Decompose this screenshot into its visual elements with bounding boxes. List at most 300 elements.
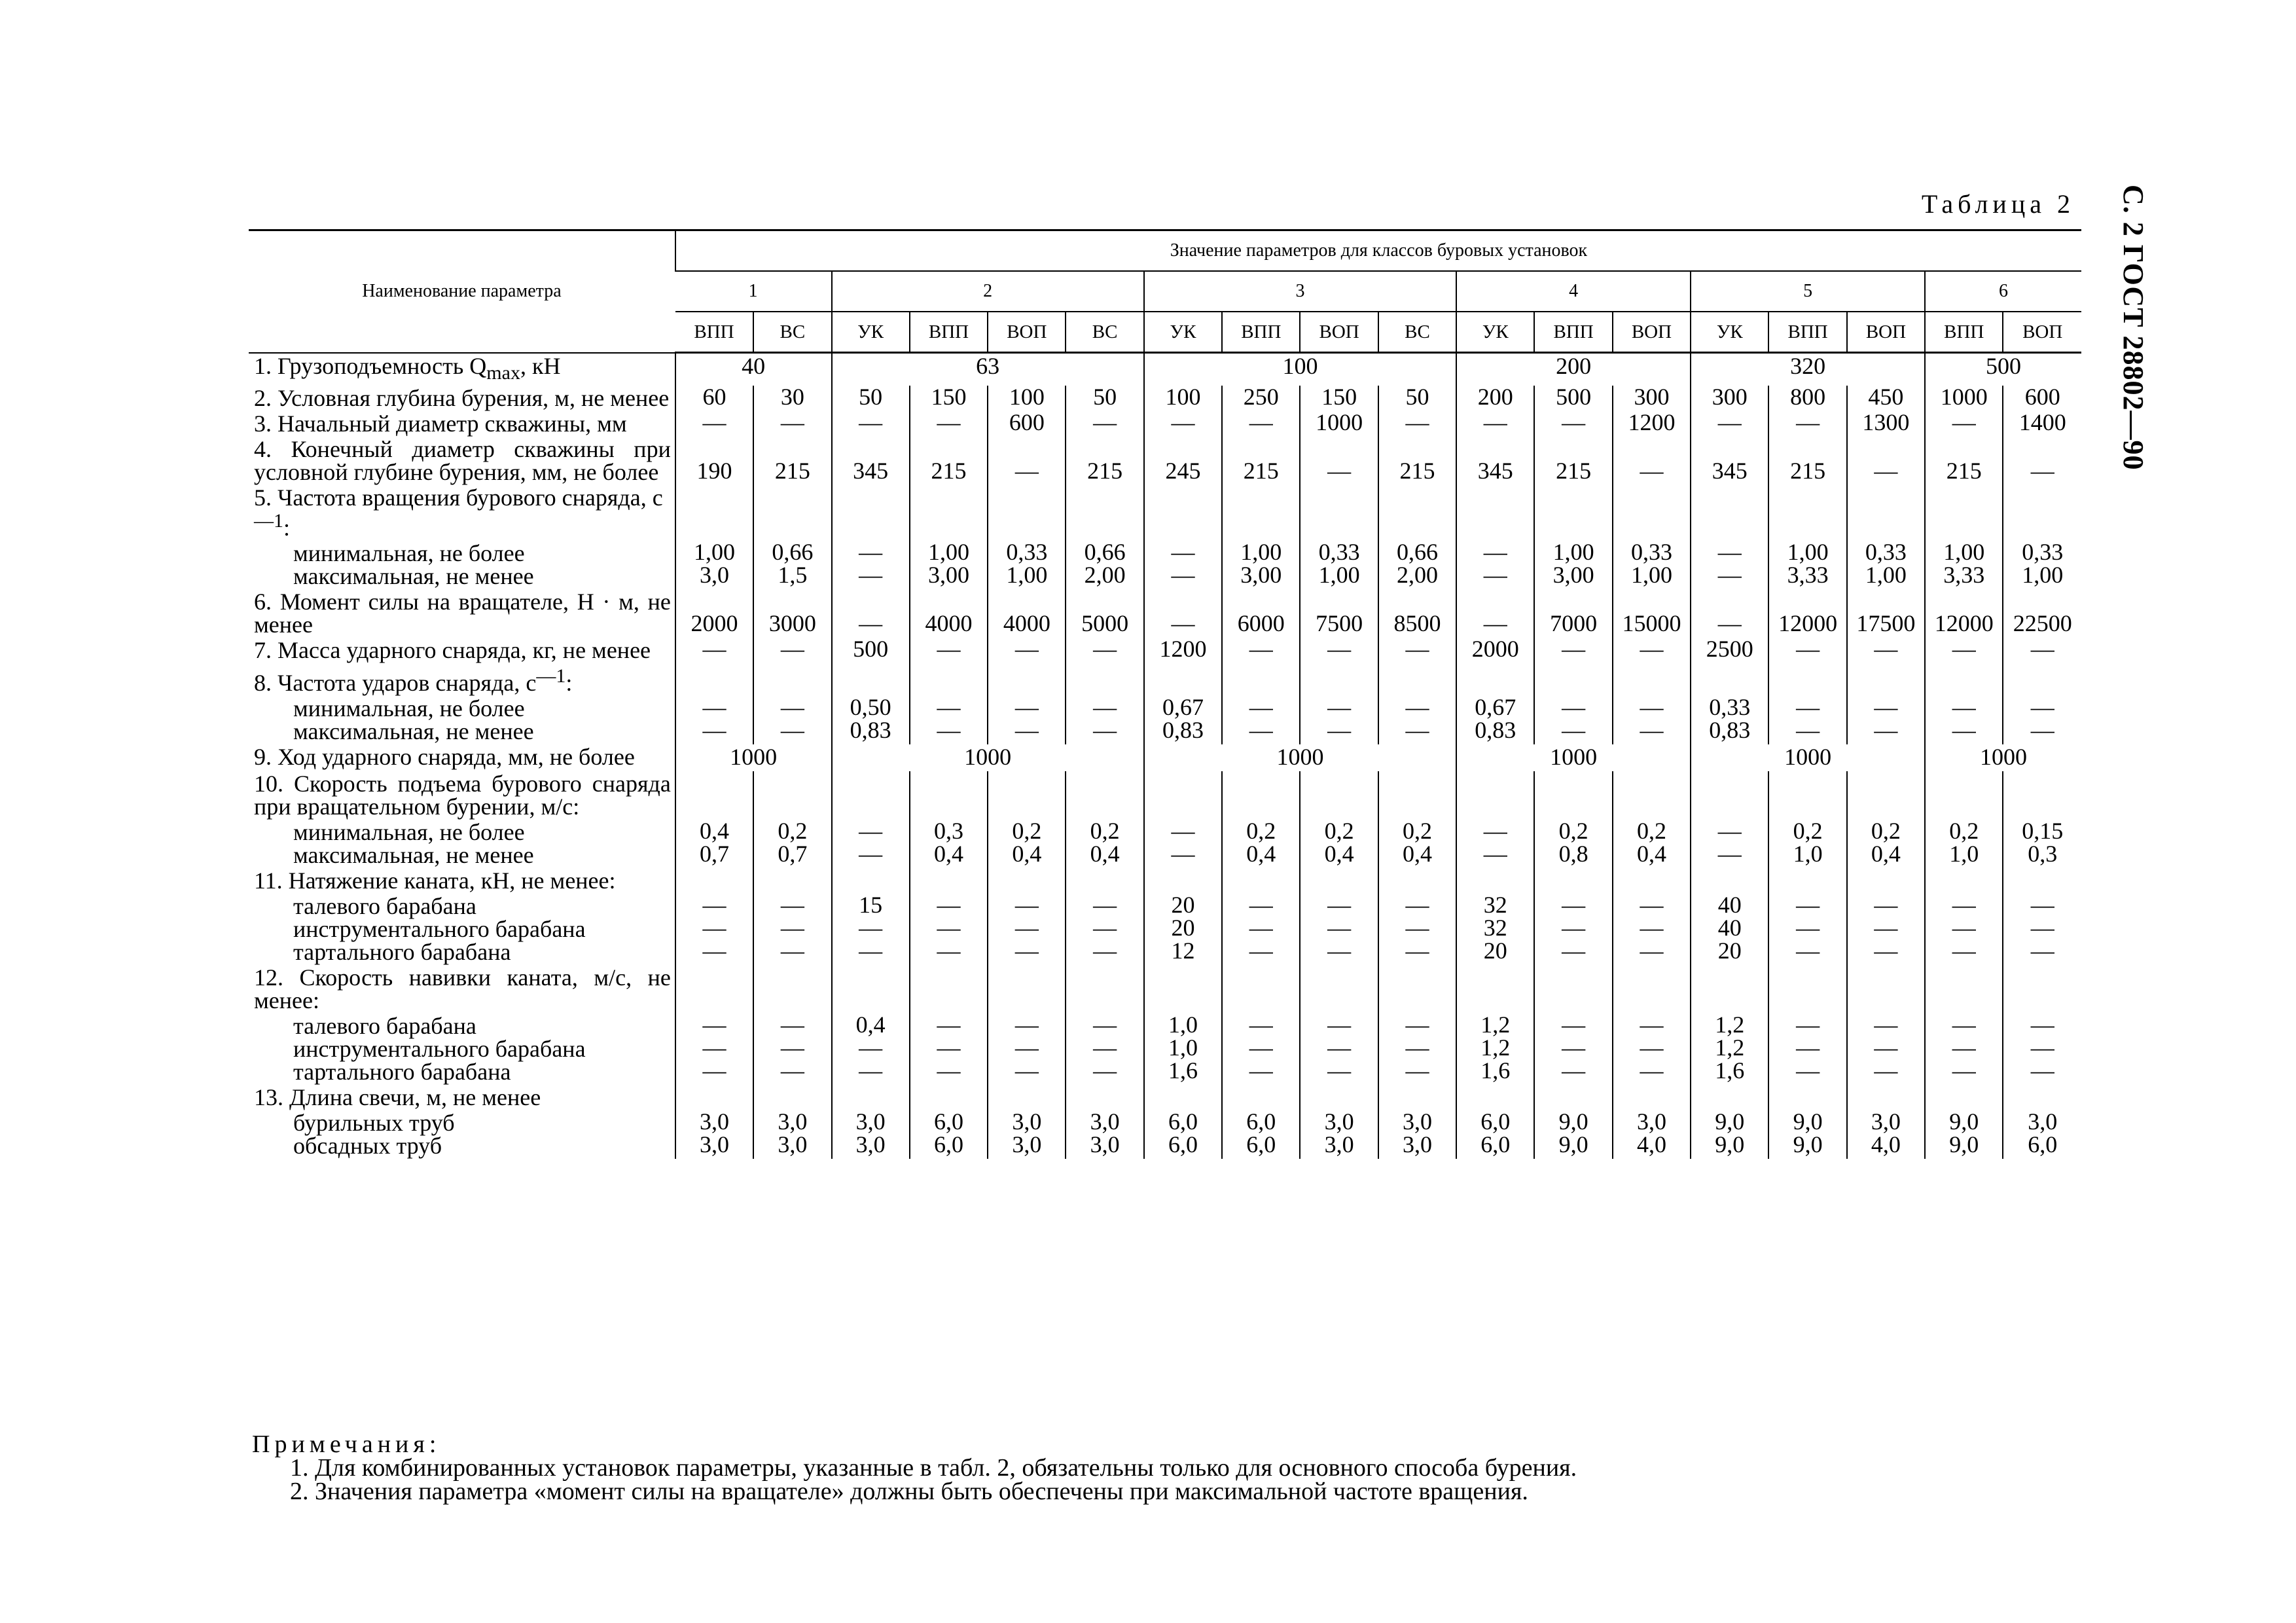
class-header: 4	[1456, 271, 1691, 312]
value-cell: 450	[1847, 386, 1925, 411]
value-cell: — —	[1847, 696, 1925, 744]
value-cell: 190	[675, 437, 753, 485]
value-cell: 9,0 9,0	[1768, 1110, 1846, 1159]
value-cell: 0,3 0,4	[910, 820, 988, 868]
param-name: 5. Частота вращения бурового снаряда, $с^{—1}$:	[254, 484, 663, 541]
value-cell: 215	[1378, 437, 1456, 485]
table-row	[249, 820, 2081, 868]
value-cell: — — —	[1300, 1013, 1378, 1085]
blank-cell	[1144, 771, 1222, 820]
blank-cell	[1691, 663, 1768, 696]
value-cell: 8500	[1378, 589, 1456, 638]
value-cell: — — —	[910, 894, 988, 965]
table-row	[249, 437, 2081, 485]
value-cell: — — —	[1925, 894, 2003, 965]
value-cell: 4000	[910, 589, 988, 638]
param-name: 4. Конечный диаметр скважины при условной глубине бурения, мм, не более	[254, 435, 671, 485]
type-header: ВС	[1066, 312, 1143, 353]
value-cell: 6,0 6,0	[910, 1110, 988, 1159]
value-cell: 2000	[1456, 638, 1534, 663]
value-cell: —	[832, 411, 910, 437]
class-value: 63	[832, 353, 1144, 386]
value-cell: — — —	[1066, 1013, 1143, 1085]
value-cell: 215	[1534, 437, 1612, 485]
blank-cell	[1378, 965, 1456, 1013]
blank-cell	[1613, 965, 1691, 1013]
table-row	[249, 744, 2081, 771]
blank-cell	[988, 771, 1066, 820]
value-cell: 3,0 3,0	[1300, 1110, 1378, 1159]
value-cell: — —	[1456, 820, 1534, 868]
value-cell: 32 32 20	[1456, 894, 1534, 965]
blank-cell	[1847, 663, 1925, 696]
table-row	[249, 894, 2081, 965]
blank-cell	[1613, 771, 1691, 820]
blank-cell	[988, 663, 1066, 696]
table-row	[249, 638, 2081, 663]
blank-cell	[1066, 1085, 1143, 1110]
blank-cell	[2003, 868, 2081, 894]
value-cell: 1200	[1613, 411, 1691, 437]
value-cell: 500	[1534, 386, 1612, 411]
blank-cell	[1691, 1085, 1768, 1110]
class-value: 1000	[832, 744, 1144, 771]
blank-cell	[1691, 965, 1768, 1013]
table-row	[249, 411, 2081, 437]
blank-cell	[1768, 1085, 1846, 1110]
class-header: 3	[1144, 271, 1456, 312]
value-cell: — —	[1534, 696, 1612, 744]
value-cell: — — —	[988, 1013, 1066, 1085]
value-cell: —	[1925, 638, 2003, 663]
value-cell: 6,0 6,0	[1144, 1110, 1222, 1159]
param-name: 8. Частота ударов снаряда, $с^{—1}$:	[254, 665, 573, 696]
table-row	[249, 485, 2081, 541]
blank-cell	[910, 965, 988, 1013]
value-cell: 17500	[1847, 589, 1925, 638]
blank-cell	[1066, 965, 1143, 1013]
value-cell: — —	[1691, 820, 1768, 868]
value-cell: 1200	[1144, 638, 1222, 663]
value-cell: —	[1613, 437, 1691, 485]
blank-cell	[1925, 965, 2003, 1013]
value-cell: 12000	[1925, 589, 2003, 638]
value-cell: 40 40 20	[1691, 894, 1768, 965]
value-cell: —	[988, 638, 1066, 663]
blank-cell	[1691, 485, 1768, 541]
class-value: 500	[1925, 353, 2081, 386]
value-cell: — — —	[988, 894, 1066, 965]
value-cell: —	[675, 411, 753, 437]
blank-cell	[1222, 868, 1300, 894]
value-cell: 2000	[675, 589, 753, 638]
blank-cell	[1456, 1085, 1534, 1110]
value-cell: — — —	[675, 1013, 753, 1085]
value-cell: 1,00 3,33	[1768, 541, 1846, 589]
blank-cell	[1768, 485, 1846, 541]
param-name: 1. Грузоподъемность $Q_{max}$, кН	[254, 352, 561, 384]
blank-cell	[1456, 771, 1534, 820]
value-cell: 3000	[753, 589, 831, 638]
value-cell: —	[1847, 638, 1925, 663]
value-cell: 0,33 1,00	[1847, 541, 1925, 589]
value-cell: 0,2 0,4	[1378, 820, 1456, 868]
value-cell: —	[910, 411, 988, 437]
value-cell: — — —	[1222, 1013, 1300, 1085]
value-cell: — — —	[675, 894, 753, 965]
value-cell: 215	[1222, 437, 1300, 485]
blank-cell	[2003, 663, 2081, 696]
type-header: ВОП	[2003, 312, 2081, 353]
blank-cell	[1768, 771, 1846, 820]
blank-cell	[988, 868, 1066, 894]
param-name: 13. Длина свечи, м, не менее	[254, 1084, 541, 1110]
value-cell: 245	[1144, 437, 1222, 485]
blank-cell	[1222, 663, 1300, 696]
blank-cell	[753, 965, 831, 1013]
value-cell: —	[910, 638, 988, 663]
blank-cell	[1300, 965, 1378, 1013]
value-cell: 0,66 2,00	[1378, 541, 1456, 589]
class-value: 100	[1144, 353, 1456, 386]
value-cell: 250	[1222, 386, 1300, 411]
class-header: 6	[1925, 271, 2081, 312]
value-cell: 0,4 0,7	[675, 820, 753, 868]
value-cell: — — —	[910, 1013, 988, 1085]
table-row	[249, 541, 2081, 589]
value-cell: — — —	[1847, 894, 1925, 965]
value-cell: 9,0 9,0	[1925, 1110, 2003, 1159]
blank-cell	[1925, 868, 2003, 894]
value-cell: 500	[832, 638, 910, 663]
value-cell: —	[1534, 411, 1612, 437]
value-cell: 150	[910, 386, 988, 411]
blank-cell	[1456, 663, 1534, 696]
value-cell: —	[753, 638, 831, 663]
param-name: талевого барабана инструментального барабана тартального барабана	[293, 892, 586, 965]
value-cell: — —	[1613, 696, 1691, 744]
blank-cell	[832, 965, 910, 1013]
value-cell: 9,0 9,0	[1691, 1110, 1768, 1159]
blank-cell	[1300, 771, 1378, 820]
type-header: ВОП	[1847, 312, 1925, 353]
blank-cell	[1066, 771, 1143, 820]
value-cell: 5000	[1066, 589, 1143, 638]
blank-cell	[1847, 771, 1925, 820]
class-header: 1	[675, 271, 832, 312]
blank-cell	[1300, 868, 1378, 894]
value-cell: 20 20 12	[1144, 894, 1222, 965]
table-row	[249, 386, 2081, 411]
value-cell: — — —	[1066, 894, 1143, 965]
value-cell: 0,2 0,4	[988, 820, 1066, 868]
value-cell: —	[1066, 638, 1143, 663]
blank-cell	[1066, 663, 1143, 696]
blank-cell	[988, 1085, 1066, 1110]
value-cell: 1,2 1,2 1,6	[1456, 1013, 1534, 1085]
class-value: 200	[1456, 353, 1691, 386]
value-cell: 0,2 1,0	[1925, 820, 2003, 868]
standard-code: С. 2 ГОСТ 28802—90	[2117, 185, 2149, 471]
value-cell: — —	[1456, 541, 1534, 589]
blank-cell	[753, 1085, 831, 1110]
blank-cell	[1534, 771, 1612, 820]
value-cell: 0,2 0,4	[1066, 820, 1143, 868]
value-cell: —	[753, 411, 831, 437]
value-cell: 1,00 3,00	[1534, 541, 1612, 589]
value-cell: 3,0 4,0	[1847, 1110, 1925, 1159]
value-cell: 3,0 3,0	[832, 1110, 910, 1159]
value-cell: —	[1613, 638, 1691, 663]
value-cell: 215	[753, 437, 831, 485]
param-name: 11. Натяжение каната, кН, не менее:	[254, 867, 616, 894]
value-cell: —	[1222, 638, 1300, 663]
type-header: ВОП	[988, 312, 1066, 353]
value-cell: 600	[2003, 386, 2081, 411]
blank-cell	[1847, 485, 1925, 541]
value-cell: 6,0 6,0	[1456, 1110, 1534, 1159]
value-cell: —	[1222, 411, 1300, 437]
value-cell: 6,0 6,0	[1222, 1110, 1300, 1159]
blank-cell	[832, 868, 910, 894]
value-cell: 0,2 0,4	[1847, 820, 1925, 868]
table-caption: Таблица 2	[1921, 189, 2075, 219]
blank-cell	[1613, 663, 1691, 696]
blank-cell	[1768, 965, 1846, 1013]
value-cell: 1400	[2003, 411, 2081, 437]
blank-cell	[1300, 663, 1378, 696]
blank-cell	[910, 771, 988, 820]
value-cell: 12000	[1768, 589, 1846, 638]
value-cell: 0,2 1,0	[1768, 820, 1846, 868]
type-header: ВС	[753, 312, 831, 353]
table-row	[249, 771, 2081, 820]
value-cell: 2500	[1691, 638, 1768, 663]
blank-cell	[1222, 485, 1300, 541]
blank-cell	[1222, 965, 1300, 1013]
value-cell: — —	[1768, 696, 1846, 744]
class-header: 2	[832, 271, 1144, 312]
value-cell: 0,33 0,83	[1691, 696, 1768, 744]
value-cell: 0,66 2,00	[1066, 541, 1143, 589]
blank-cell	[1378, 868, 1456, 894]
blank-cell	[910, 485, 988, 541]
blank-cell	[1144, 663, 1222, 696]
value-cell: 15 — —	[832, 894, 910, 965]
value-cell: 1000	[1300, 411, 1378, 437]
note-item: 2. Значения параметра «момент силы на вращателе» должны быть обеспечены при максимальной частоте вращения.	[290, 1478, 1528, 1505]
blank-cell	[1534, 1085, 1612, 1110]
parameters-table	[249, 229, 2081, 1159]
value-cell: —	[1847, 437, 1925, 485]
value-cell: —	[1300, 638, 1378, 663]
value-cell: — — —	[1378, 894, 1456, 965]
value-cell: 1,0 1,0 1,6	[1144, 1013, 1222, 1085]
blank-cell	[1378, 771, 1456, 820]
table-row	[249, 1110, 2081, 1159]
value-cell: — —	[1925, 696, 2003, 744]
table-row	[249, 965, 2081, 1013]
value-cell: — — —	[753, 894, 831, 965]
value-cell: — — —	[1847, 1013, 1925, 1085]
value-cell: — — —	[1613, 1013, 1691, 1085]
type-header: УК	[832, 312, 910, 353]
param-column-header: Наименование параметра	[249, 230, 675, 353]
param-name: 6. Момент силы на вращателе, Н · м, не менее	[254, 588, 671, 638]
class-value: 1000	[675, 744, 832, 771]
value-cell: 0,33 1,00	[2003, 541, 2081, 589]
value-cell: —	[1456, 589, 1534, 638]
value-cell: — — —	[2003, 1013, 2081, 1085]
value-cell: 215	[1768, 437, 1846, 485]
blank-cell	[1144, 1085, 1222, 1110]
value-cell: — —	[1144, 820, 1222, 868]
blank-cell	[675, 868, 753, 894]
value-cell: — — —	[1768, 1013, 1846, 1085]
type-header: ВПП	[910, 312, 988, 353]
value-cell: 0,2 0,8	[1534, 820, 1612, 868]
value-cell: 800	[1768, 386, 1846, 411]
value-cell: 0,67 0,83	[1456, 696, 1534, 744]
class-value: 1000	[1925, 744, 2081, 771]
value-cell: —	[832, 589, 910, 638]
param-name: минимальная, не более максимальная, не менее	[293, 695, 534, 744]
blank-cell	[1144, 868, 1222, 894]
type-header: УК	[1691, 312, 1768, 353]
param-name: 12. Скорость навивки каната, м/с, не менее:	[254, 964, 671, 1013]
blank-cell	[1847, 965, 1925, 1013]
value-cell: 300	[1613, 386, 1691, 411]
value-cell: 1,00 3,0	[675, 541, 753, 589]
blank-cell	[753, 485, 831, 541]
blank-cell	[753, 868, 831, 894]
value-cell: 1,00 3,00	[1222, 541, 1300, 589]
blank-cell	[832, 663, 910, 696]
param-name: 10. Скорость подъема бурового снаряда при вращательном бурении, м/с:	[254, 770, 671, 820]
notes-heading: Примечания:	[252, 1431, 441, 1458]
blank-cell	[1456, 965, 1534, 1013]
value-cell: 0,33 1,00	[988, 541, 1066, 589]
blank-cell	[1066, 485, 1143, 541]
value-cell: 0,2 0,4	[1300, 820, 1378, 868]
blank-cell	[1691, 868, 1768, 894]
param-name: минимальная, не более максимальная, не менее	[293, 818, 534, 868]
blank-cell	[1456, 485, 1534, 541]
value-cell: 215	[1066, 437, 1143, 485]
blank-cell	[675, 485, 753, 541]
blank-cell	[910, 868, 988, 894]
table-row	[249, 589, 2081, 638]
blank-cell	[1300, 485, 1378, 541]
value-cell: — —	[1066, 696, 1143, 744]
value-cell: — —	[675, 696, 753, 744]
value-cell: 22500	[2003, 589, 2081, 638]
type-header: ВПП	[1222, 312, 1300, 353]
value-cell: 215	[910, 437, 988, 485]
value-cell: 30	[753, 386, 831, 411]
value-cell: 0,50 0,83	[832, 696, 910, 744]
value-cell: 1000	[1925, 386, 2003, 411]
value-cell: 4000	[988, 589, 1066, 638]
value-cell: — — —	[1925, 1013, 2003, 1085]
table-row	[249, 696, 2081, 744]
blank-cell	[2003, 1085, 2081, 1110]
value-cell: 100	[988, 386, 1066, 411]
blank-cell	[2003, 771, 2081, 820]
blank-cell	[832, 771, 910, 820]
type-header: ВОП	[1613, 312, 1691, 353]
value-cell: —	[675, 638, 753, 663]
value-cell: —	[1534, 638, 1612, 663]
blank-cell	[1456, 868, 1534, 894]
value-cell: 0,2 0,4	[1222, 820, 1300, 868]
blank-cell	[1613, 485, 1691, 541]
value-cell: 1,00 3,00	[910, 541, 988, 589]
blank-cell	[753, 771, 831, 820]
type-header: ВС	[1378, 312, 1456, 353]
value-cell: 3,0 4,0	[1613, 1110, 1691, 1159]
value-cell: —	[1768, 411, 1846, 437]
value-cell: 345	[832, 437, 910, 485]
value-cell: 200	[1456, 386, 1534, 411]
value-cell: — —	[1144, 541, 1222, 589]
value-cell: — —	[1378, 696, 1456, 744]
blank-cell	[1066, 868, 1143, 894]
value-cell: — — —	[1300, 894, 1378, 965]
blank-cell	[988, 485, 1066, 541]
value-cell: —	[1066, 411, 1143, 437]
class-value: 320	[1691, 353, 1925, 386]
table-row	[249, 868, 2081, 894]
value-cell: 600	[988, 411, 1066, 437]
value-cell: — —	[988, 696, 1066, 744]
class-value: 1000	[1691, 744, 1925, 771]
type-header: ВПП	[1925, 312, 2003, 353]
value-cell: 0,2 0,4	[1613, 820, 1691, 868]
blank-cell	[1378, 485, 1456, 541]
param-name: 7. Масса ударного снаряда, кг, не менее	[254, 636, 651, 663]
param-name: талевого барабана инструментального барабана тартального барабана	[293, 1012, 586, 1085]
blank-cell	[1613, 1085, 1691, 1110]
blank-cell	[988, 965, 1066, 1013]
blank-cell	[675, 965, 753, 1013]
table-row	[249, 1085, 2081, 1110]
blank-cell	[2003, 965, 2081, 1013]
value-cell: — —	[832, 541, 910, 589]
value-cell: — — —	[1534, 1013, 1612, 1085]
type-header: УК	[1456, 312, 1534, 353]
value-cell: 60	[675, 386, 753, 411]
value-cell: 0,33 1,00	[1613, 541, 1691, 589]
value-cell: 345	[1691, 437, 1768, 485]
value-cell: — — —	[1768, 894, 1846, 965]
blank-cell	[675, 1085, 753, 1110]
blank-cell	[1378, 1085, 1456, 1110]
blank-cell	[1222, 1085, 1300, 1110]
blank-cell	[1534, 868, 1612, 894]
blank-cell	[1768, 868, 1846, 894]
value-cell: 3,0 6,0	[2003, 1110, 2081, 1159]
table-row	[249, 353, 2081, 386]
blank-cell	[1534, 663, 1612, 696]
note-item: 1. Для комбинированных установок параметры, указанные в табл. 2, обязательны только для основного способа бурения.	[290, 1454, 1577, 1482]
table-row	[249, 1013, 2081, 1085]
value-cell: 50	[1066, 386, 1143, 411]
value-cell: —	[988, 437, 1066, 485]
value-cell: —	[2003, 638, 2081, 663]
blank-cell	[1378, 663, 1456, 696]
blank-cell	[1925, 485, 2003, 541]
